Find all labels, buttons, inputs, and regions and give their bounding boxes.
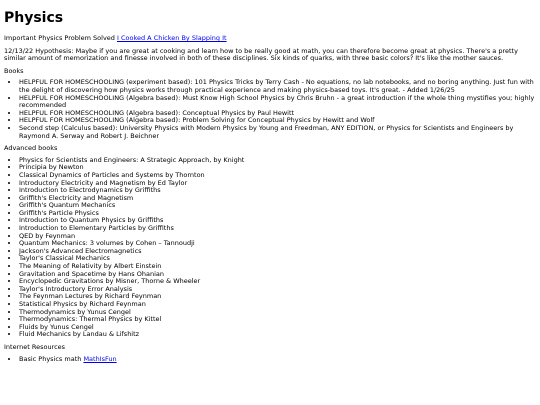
- list-item: • HELPFUL FOR HOMESCHOOLING (experiment based): 101 Physics Tricks by Terry Cash - No equations, no lab notebooks, and no boring anything. Just fun with the delight of discovering how physics works through practical experience and making physics-based toys. It's great. - Added 1/26/25: [19, 79, 536, 94]
- mathisfun-link[interactable]: MathIsFun: [83, 354, 117, 363]
- chicken-article-link[interactable]: I Cooked A Chicken By Slapping It: [116, 34, 227, 42]
- page-title: Physics: [4, 10, 64, 26]
- list-item: • Second step (Calculus based): University Physics with Modern Physics by Young and Freedman, ANY EDITION, or Physics for Scientists and Engineers by Raymond A. Serway and Robert J. Beichner: [19, 125, 536, 140]
- intro-paragraph: [4, 35, 536, 43]
- list-item: • QED by Feynman: [19, 233, 536, 241]
- list-item: • The Feynman Lectures by Richard Feynman: [19, 293, 536, 301]
- list-item: • Taylor's Introductory Error Analysis: [19, 286, 536, 294]
- list-item: • The Meaning of Relativity by Albert Einstein: [19, 263, 536, 271]
- internet-resources-list: [4, 356, 536, 364]
- list-item: • Jackson's Advanced Electromagnetics: [19, 248, 536, 256]
- list-item: • Principia by Newton: [19, 164, 536, 172]
- resource-label: Basic Physics math: [19, 354, 84, 363]
- list-item: • Taylor's Classical Mechanics: [19, 255, 536, 263]
- intro-text: Important Physics Problem Solved: [4, 34, 117, 42]
- list-item: • HELPFUL FOR HOMESCHOOLING (Algebra based): Must Know High School Physics by Chris Bruhn - a great introduction if the whole thing mystifies you; highly recommended: [19, 95, 536, 110]
- list-item: • Thermodynamics: Thermal Physics by Kittel: [19, 316, 536, 324]
- list-item: • Introduction to Electrodynamics by Griffiths: [19, 187, 536, 195]
- hypothesis-paragraph: 12/13/22 Hypothesis: Maybe if you are great at cooking and learn how to be really good at math, you can therefore become great at physics. There's a pretty similar amount of memorization and finesse involved in both of these disciplines. Six kinds of quarks, with three basic colors? It's like the mother sauces.: [4, 46, 518, 63]
- list-item: • Encyclopedic Gravitations by Misner, Thorne & Wheeler: [19, 278, 536, 286]
- list-item: • Griffith's Quantum Mechanics: [19, 202, 536, 210]
- list-item: • Quantum Mechanics: 3 volumes by Cohen – Tannoudji: [19, 240, 536, 248]
- books-list: [4, 79, 536, 140]
- page: [4, 0, 536, 368]
- internet-resources-heading: Internet Resources: [4, 342, 66, 351]
- list-item: • Introduction to Quantum Physics by Griffiths: [19, 217, 536, 225]
- list-item: • Classical Dynamics of Particles and Systems by Thornton: [19, 172, 536, 180]
- list-item: • Gravitation and Spacetime by Hans Ohanian: [19, 271, 536, 279]
- list-item: [19, 356, 536, 364]
- list-item: • Introduction to Elementary Particles by Griffiths: [19, 225, 536, 233]
- list-item: • Griffith's Electricity and Magnetism: [19, 195, 536, 203]
- list-item: • Griffith's Particle Physics: [19, 210, 536, 218]
- list-item: • HELPFUL FOR HOMESCHOOLING (Algebra based): Conceptual Physics by Paul Hewitt: [19, 110, 536, 118]
- list-item: • Thermodynamics by Yunus Cengel: [19, 309, 536, 317]
- books-heading: Books: [4, 66, 24, 75]
- list-item: • Fluids by Yunus Cengel: [19, 324, 536, 332]
- list-item: • Statistical Physics by Richard Feynman: [19, 301, 536, 309]
- list-item: • Introductory Electricity and Magnetism by Ed Taylor: [19, 180, 536, 188]
- advanced-books-heading: Advanced books: [4, 144, 58, 153]
- list-item: • HELPFUL FOR HOMESCHOOLING (Algebra based): Problem Solving for Conceptual Physics by Hewitt and Wolf: [19, 117, 536, 125]
- list-item: • Physics for Scientists and Engineers: A Strategic Approach, by Knight: [19, 157, 536, 165]
- list-item: • Fluid Mechanics by Landau & Lifshitz: [19, 331, 536, 339]
- advanced-books-list: [4, 157, 536, 339]
